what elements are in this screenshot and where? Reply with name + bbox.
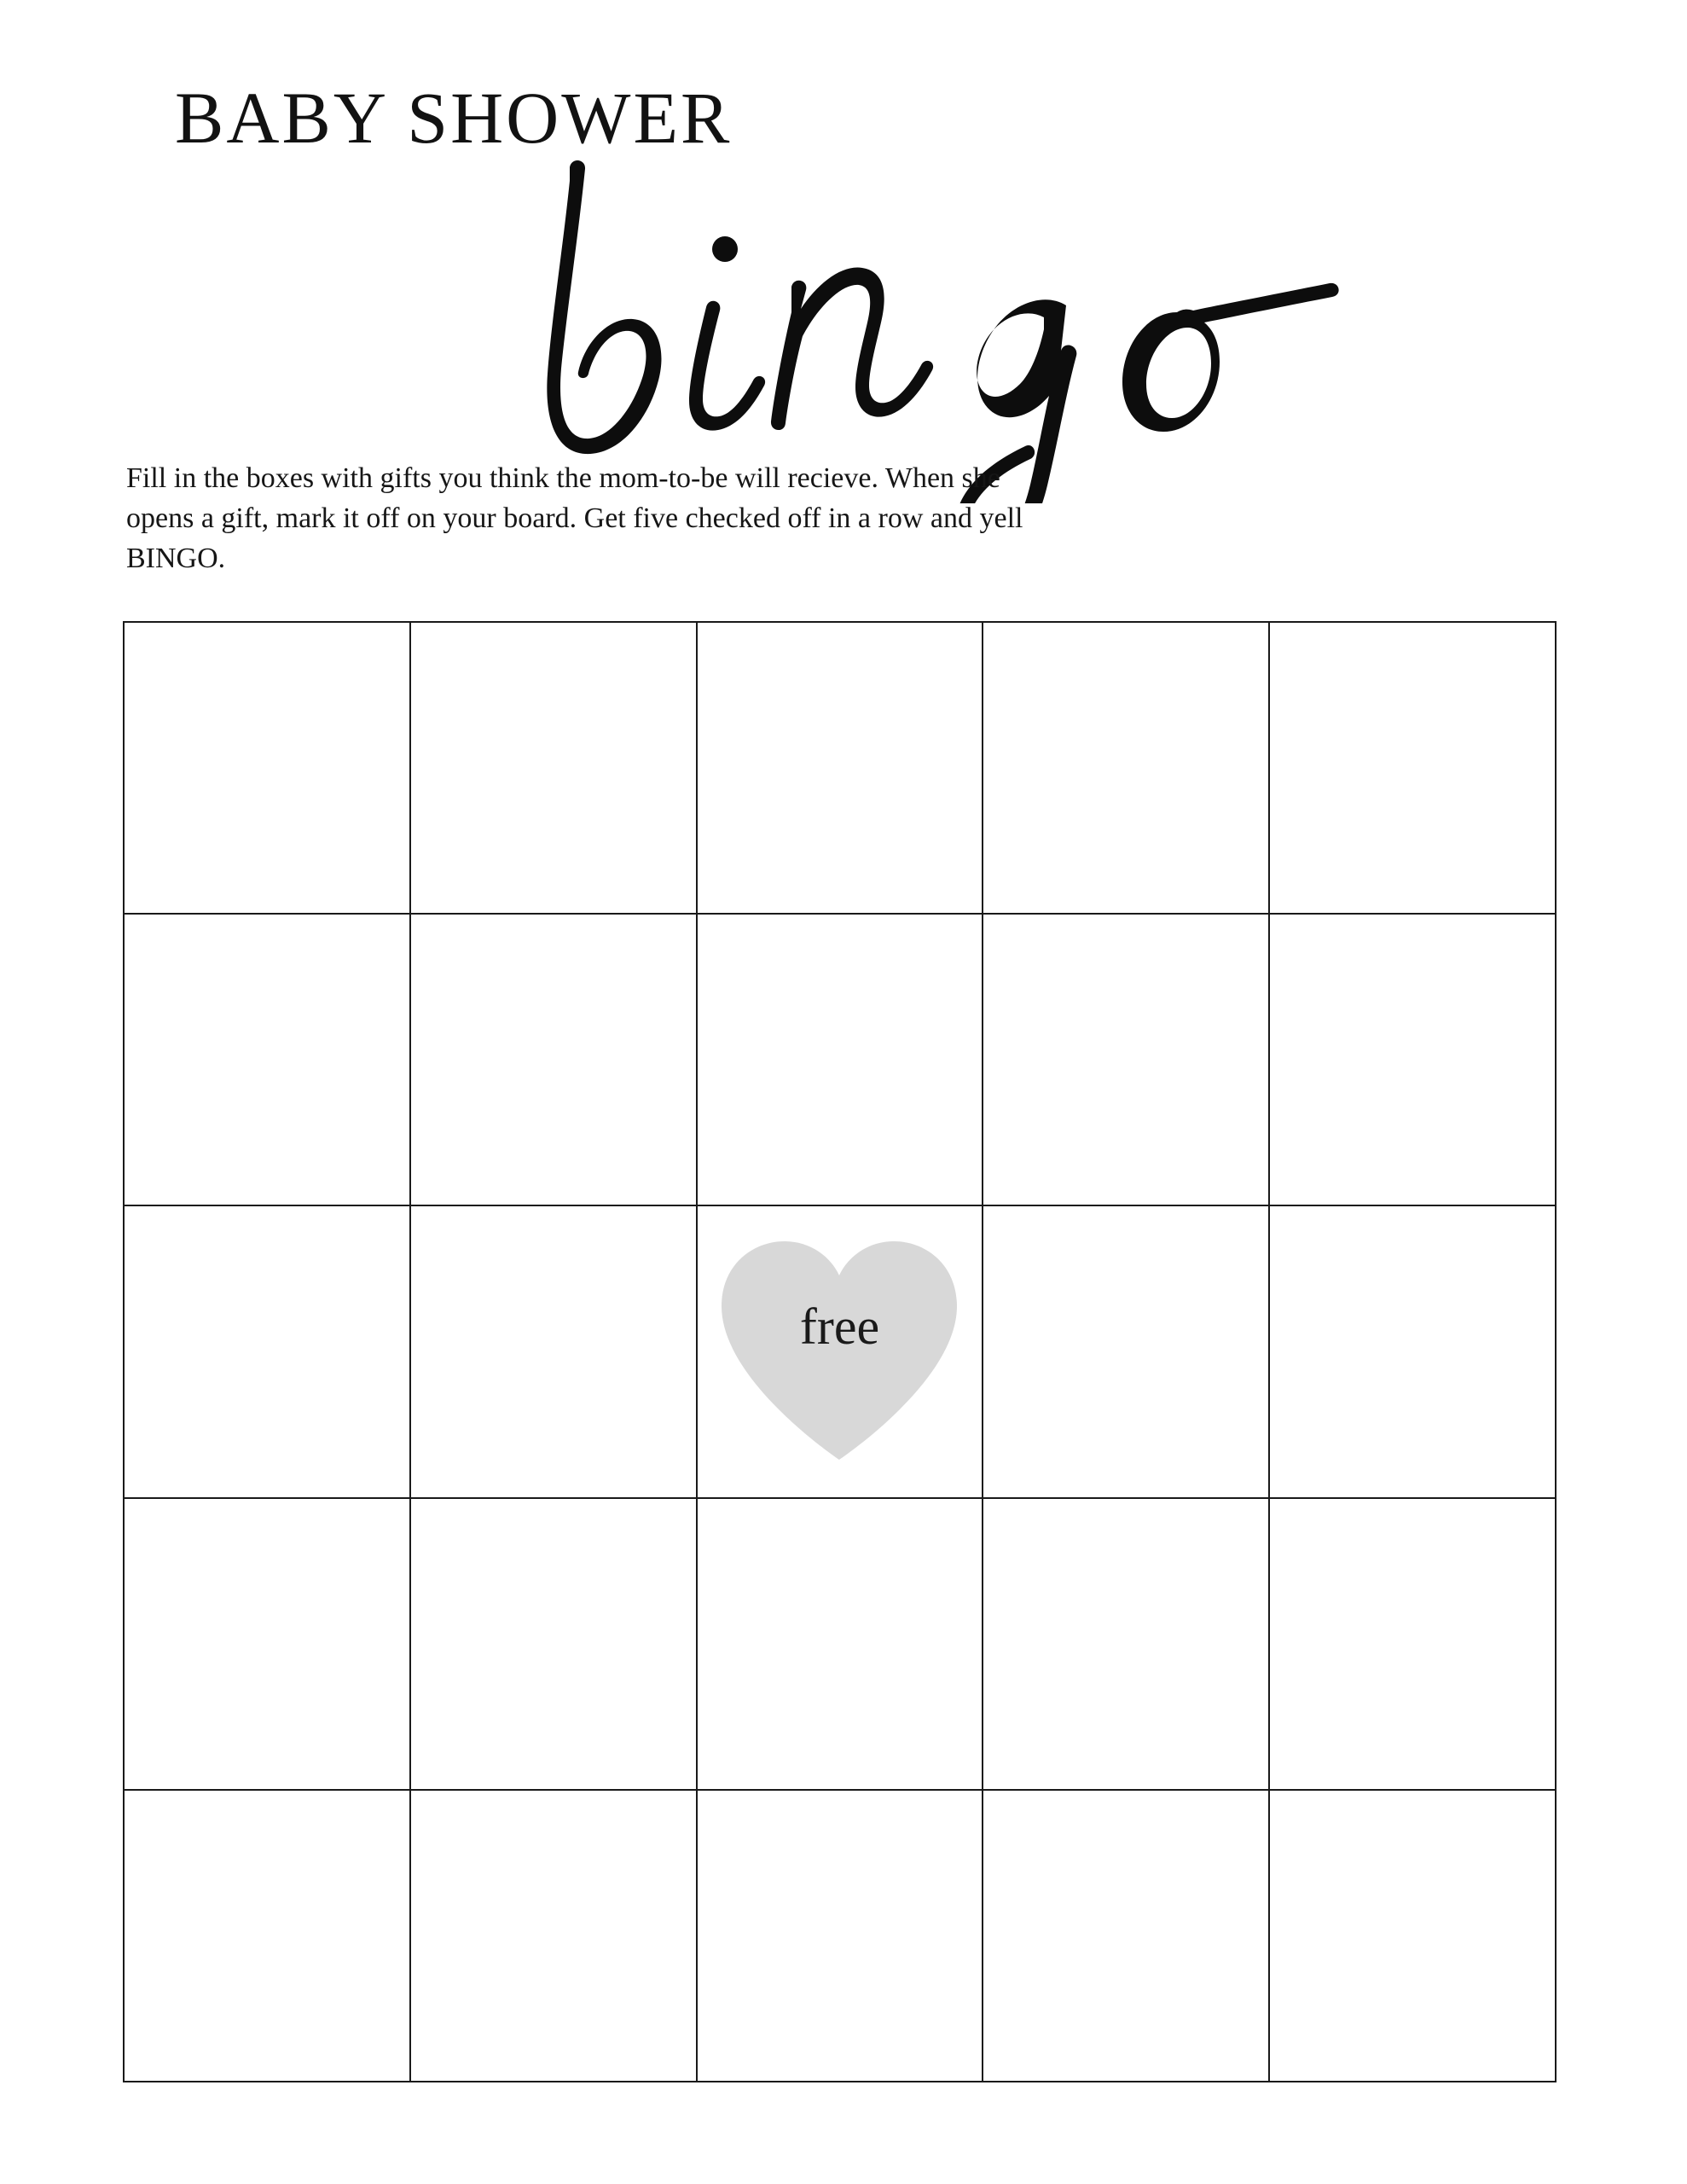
table-row [124,1498,1556,1790]
bingo-cell[interactable] [410,1790,697,2082]
bingo-cell[interactable] [1269,1498,1556,1790]
table-row [124,622,1556,914]
bingo-table [123,621,1557,2082]
bingo-cell[interactable] [410,1205,697,1497]
instructions-paragraph: Fill in the boxes with gifts you think the mom-to-be will recieve. When she opens a gift, mark it off on your board. Get five checked off in a row and yell BINGO. [126,462,1023,574]
bingo-cell-free[interactable] [697,1205,983,1497]
bingo-grid [123,621,1557,2082]
instructions-text [126,459,1064,579]
page-title: BABY SHOWER [175,77,733,159]
bingo-cell[interactable] [697,1790,983,2082]
bingo-cell[interactable] [983,1790,1269,2082]
bingo-cell[interactable] [1269,1205,1556,1497]
bingo-cell[interactable] [124,1790,410,2082]
free-space-label: free [799,1298,880,1356]
bingo-cell[interactable] [983,914,1269,1205]
script-word-bingo [478,145,1501,503]
table-row [124,1205,1556,1497]
bingo-cell[interactable] [124,914,410,1205]
bingo-cell[interactable] [1269,1790,1556,2082]
bingo-cell[interactable] [124,1205,410,1497]
bingo-cell[interactable] [410,1498,697,1790]
bingo-cell[interactable] [124,622,410,914]
bingo-cell[interactable] [983,1498,1269,1790]
bingo-cell[interactable] [983,622,1269,914]
bingo-cell[interactable] [124,1498,410,1790]
bingo-cell[interactable] [697,914,983,1205]
bingo-cell[interactable] [1269,914,1556,1205]
bingo-cell[interactable] [1269,622,1556,914]
table-row [124,1790,1556,2082]
bingo-cell[interactable] [983,1205,1269,1497]
table-row [124,914,1556,1205]
bingo-cell[interactable] [410,914,697,1205]
bingo-cell[interactable] [697,622,983,914]
heart-icon [711,1236,967,1467]
bingo-cell[interactable] [697,1498,983,1790]
bingo-cell[interactable] [410,622,697,914]
